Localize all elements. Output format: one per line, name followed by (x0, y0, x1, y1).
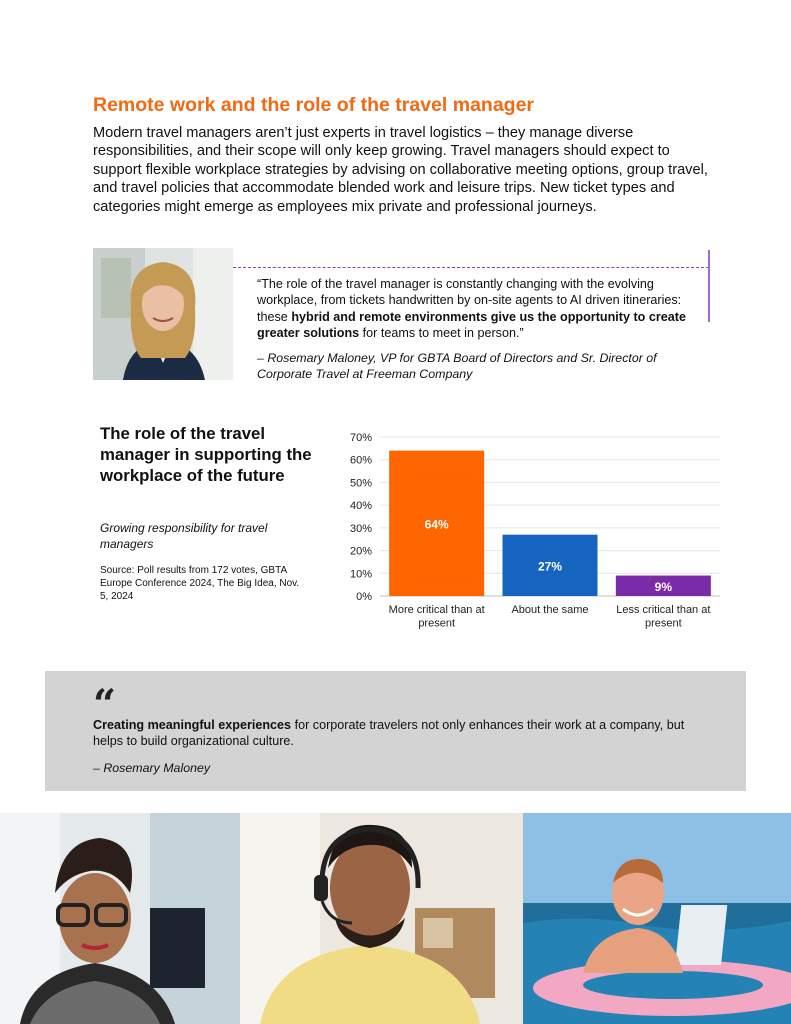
callout-quote (93, 717, 693, 750)
x-category-label: present (418, 617, 456, 630)
x-category-label: Less critical than at (616, 604, 711, 616)
chart-subtitle: Growing responsibility for travel managers (100, 521, 268, 551)
chart-source: Source: Poll results from 172 votes, GBTA Europe Conference 2024, The Big Idea, Nov. 5, 2024 (100, 565, 300, 602)
callout-bold-text: Creating meaningful experiences (93, 718, 292, 732)
quote-divider (233, 267, 709, 268)
data-label: 9% (654, 579, 673, 594)
x-category-label: present (644, 617, 682, 630)
quote-text-part2: for teams to meet in person.” (359, 326, 524, 341)
y-tick-label: 30% (349, 522, 372, 535)
pull-quote (257, 276, 709, 342)
quote-text-part1: “The role of the travel manager is constantly changing with the evolving workplace, from tickets handwritten by on-site agents to AI driven itineraries: these (257, 277, 682, 324)
portrait-photo (93, 248, 233, 380)
y-tick-label: 40% (349, 500, 372, 513)
callout-body-text: for corporate travelers not only enhances their work at a company, but helps to build organizational culture. (93, 718, 685, 749)
chart-heading: The role of the travel manager in supporting the workplace of the future (100, 424, 312, 485)
x-category-label: More critical than at (388, 604, 485, 616)
callout-attribution: – Rosemary Maloney (93, 761, 211, 775)
intro-paragraph: Modern travel managers aren’t just experts in travel logistics – they manage diverse responsibilities, and their scope will only keep growing. Travel managers should expect to support flexible workplace strategies by advising on collaborative meeting options, group travel, and travel policies that accommodate blended work and leisure trips. New ticket types and categories might emerge as employees mix private and professional journeys. (93, 125, 708, 215)
photo-man-headset (240, 813, 523, 1024)
data-label: 27% (537, 559, 563, 574)
y-tick-label: 70% (349, 432, 372, 444)
section-title: Remote work and the role of the travel manager (93, 94, 535, 116)
quote-mark-icon: “ (93, 681, 117, 728)
y-tick-label: 20% (349, 545, 372, 558)
y-tick-label: 60% (349, 454, 372, 467)
quote-text-bold: hybrid and remote environments give us the opportunity to create greater solutions (257, 309, 686, 341)
x-category-label: About the same (511, 604, 589, 616)
photo-woman-glasses (0, 813, 240, 1024)
data-label: 64% (424, 517, 449, 532)
photo-man-sea-laptop (523, 813, 791, 1024)
y-tick-label: 50% (349, 477, 372, 490)
y-tick-label: 0% (356, 591, 372, 603)
y-tick-label: 10% (349, 568, 372, 581)
quote-attribution: – Rosemary Maloney, VP for GBTA Board of Directors and Sr. Director of Corporate Travel at Freeman Company (257, 351, 657, 382)
bar-chart (330, 425, 730, 635)
